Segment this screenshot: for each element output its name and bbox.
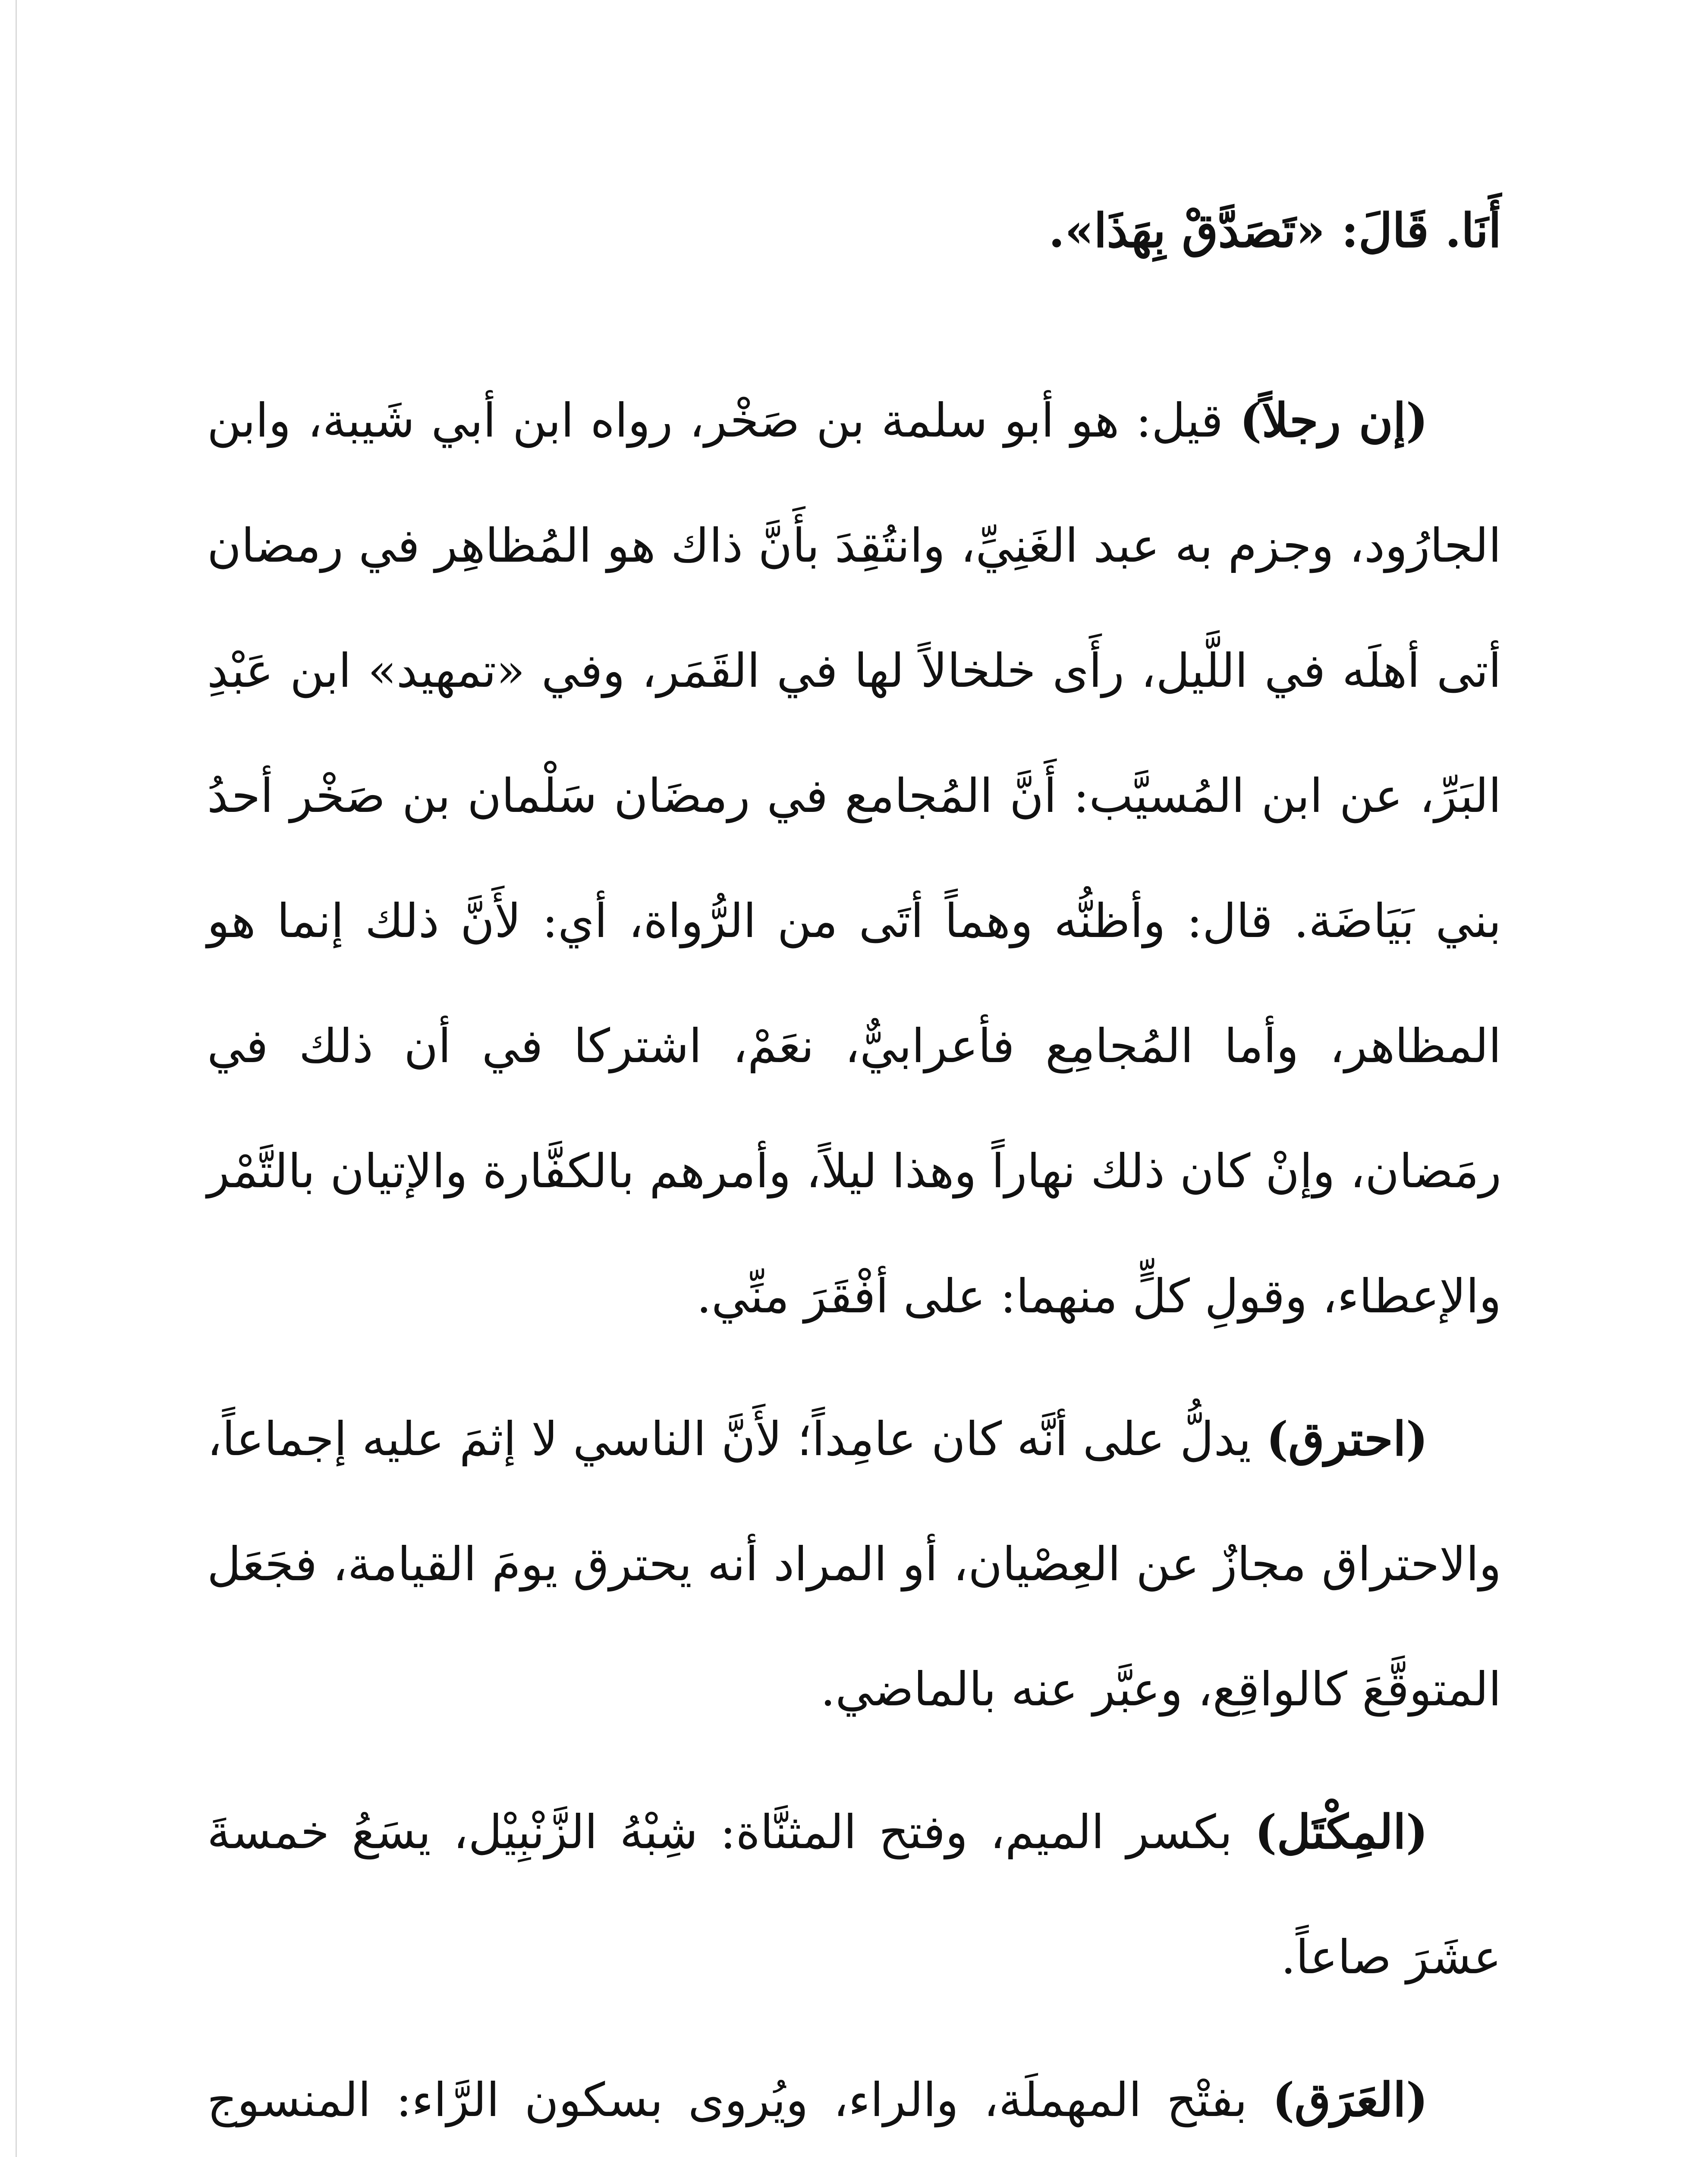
term-in-rajulan: (إن رجلاً) (1239, 393, 1428, 448)
term-ihtaraqa: (احترق) (1266, 1412, 1428, 1466)
page-edge-shadow (16, 0, 17, 2157)
opening-line: أَنَا. قَالَ: «تَصَدَّقْ بِهَذَا». (1048, 204, 1501, 258)
paragraph-araq (207, 2038, 1501, 2157)
paragraph-body: بكسر الميم، وفتح المثنَّاة: شِبْهُ الزَّنْبِيْل، يسَعُ خمسةَ عشَرَ صاعاً. (207, 1805, 1501, 1984)
paragraph-miktal (207, 1770, 1501, 2020)
paragraph-in-rajulan (207, 358, 1501, 1359)
paragraph-ihtaraqa (207, 1377, 1501, 1752)
term-araq: (العَرَق) (1272, 2073, 1428, 2127)
term-miktal: (المِكْتَل) (1255, 1805, 1428, 1859)
paragraph-body: بفتْح المهملَة، والراء، ويُروى بسكون الرَّاء: المنسوج (207, 2073, 1248, 2127)
page-text-block (207, 168, 1501, 2157)
paragraph-body: يدلُّ على أنَّه كان عامِداً؛ لأَنَّ الناسي لا إثمَ عليه إجماعاً، والاحتراق مجازٌ عن العِصْيان، أو المراد أنه يحترق يومَ القيامة، فجَعَل المتوقَّعَ كالواقِع، وعبَّر عنه بالماضي. (207, 1412, 1501, 1717)
paragraph-body: قيل: هو أبو سلمة بن صَخْر، رواه ابن أبي شَيبة، وابن الجارُود، وجزم به عبد الغَنِيِّ، وانتُقِدَ بأَنَّ ذاك هو المُظاهِر في رمضان أتى أهلَه في اللَّيل، رأَى خلخالاً لها في القَمَر، وفي «تمهيد» ابن عَبْدِ البَرِّ، عن ابن المُسيَّب: أَنَّ المُجامع في رمضَان سَلْمان بن صَخْر أحدُ بني بَيَاضَة. قال: وأظنُّه وهماً أتَى من الرُّواة، أي: لأَنَّ ذلك إنما هو المظاهر، وأما المُجامِع فأعرابيٌّ، نعَمْ، اشتركا في أن ذلك في رمَضان، وإنْ كان ذلك نهاراً وهذا ليلاً، وأمرهم بالكفَّارة والإتيان بالتَّمْر والإعطاء، وقولِ كلٍّ منهما: على أفْقَرَ منِّي. (207, 394, 1501, 1324)
